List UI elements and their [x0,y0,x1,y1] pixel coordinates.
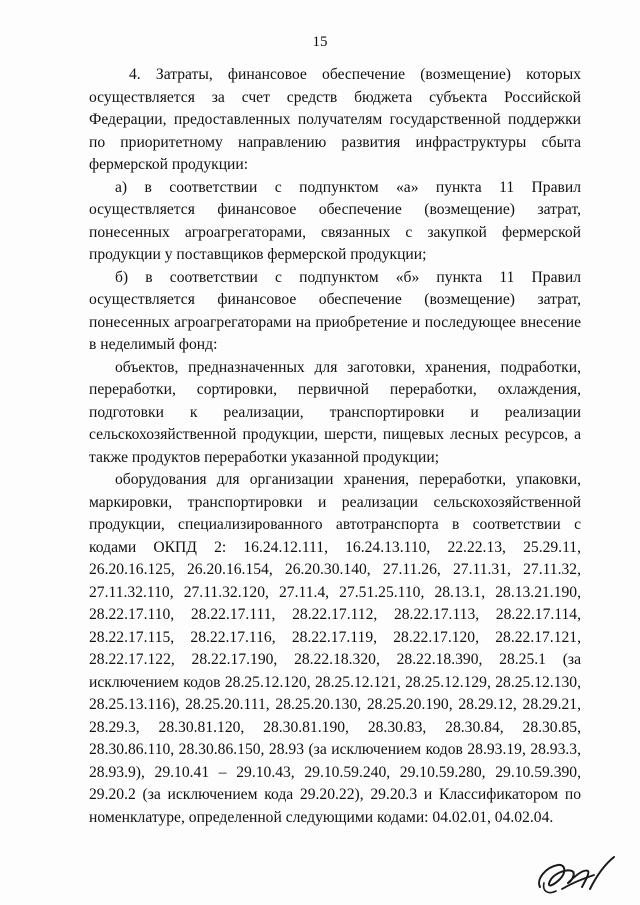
paragraph-subitem-b: б) в соответствии с подпунктом «б» пункта 11 Правил осуществляется финансовое обеспечение (возмещение) затрат, понесенных агроагрегаторами на приобретение и последующее внесение в неделимый фонд: [89,268,581,353]
page-number: 15 [312,34,328,50]
paragraph-subitem-a: а) в соответствии с подпунктом «а» пункта 11 Правил осуществляется финансовое обеспечение (возмещение) затрат, понесенных агроагрегаторами, связанных с закупкой фермерской продукции у поставщиков фермерской продукции; [89,178,581,263]
handwritten-signature [532,853,622,899]
paragraph-equipment: оборудования для организации хранения, переработки, упаковки, маркировки, транспортировки и реализации сельскохозяйственной продукции, специализированного автотранспорта в соответствии с кодами ОКПД 2: 16.24.12.111, 16.24.13.110, 22.22.13, 25.29.11, 26.20.16.125, 26.20.16.154, 26.20.30.140, 27.11.26, 27.11.31, 27.11.32, 27.11.32.110, 27.11.32.120, 27.11.4, 27.51.25.110, 28.13.1, 28.13.21.190, 28.22.17.110, 28.22.17.111, 28.22.17.112, 28.22.17.113, 28.22.17.114, 28.22.17.115, 28.22.17.116, 28.22.17.119, 28.22.17.120, 28.22.17.121, 28.22.17.122, 28.22.17.190, 28.22.18.320, 28.22.18.390, 28.25.1 (за исключением кодов 28.25.12.120, 28.25.12.121, 28.25.12.129, 28.25.12.130, 28.25.13.116), 28.25.20.111, 28.25.20.130, 28.25.20.190, 28.29.12, 28.29.21, 28.29.3, 28.30.81.120, 28.30.81.190, 28.30.83, 28.30.84, 28.30.85, 28.30.86.110, 28.30.86.150, 28.93 (за исключением кодов 28.93.19, 28.93.3, 28.93.9), 29.10.41 – 29.10.43, 29.10.59.240, 29.10.59.280, 29.10.59.390, 29.20.2 (за исключением кода 29.20.22), 29.20.3 и Классификатором по номенклатуре, определенной следующими кодами: 04.02.01, 04.02.04. [89,471,581,826]
document-body [89,64,581,829]
paragraph-objects: объектов, предназначенных для заготовки, хранения, подработки, переработки, сортировки, первичной переработки, охлаждения, подготовки к реализации, транспортировки и реализации сельскохозяйственной продукции, шерсти, пищевых лесных ресурсов, а также продуктов переработки указанной продукции; [89,358,581,466]
paragraph-section-4: 4. Затраты, финансовое обеспечение (возмещение) которых осуществляется за счет средств бюджета субъекта Российской Федерации, предоставленных получателям государственной поддержки по приоритетному направлению развития инфраструктуры сбыта фермерской продукции: [89,66,581,173]
